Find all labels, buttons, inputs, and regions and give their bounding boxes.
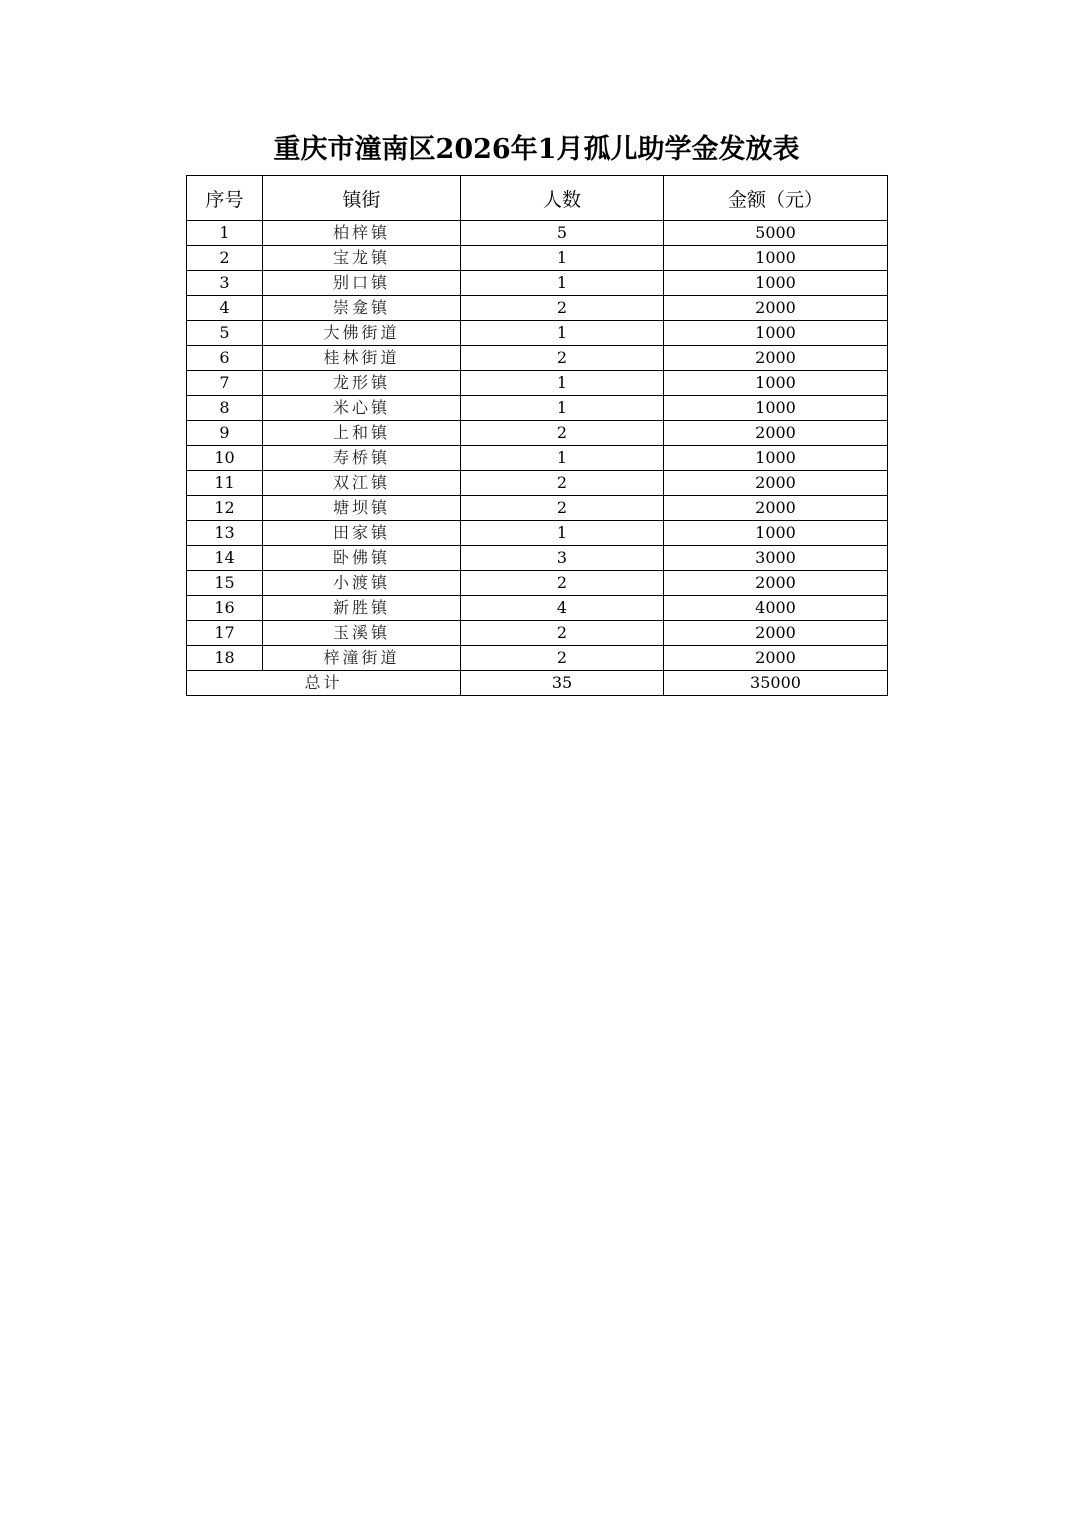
table-row: [187, 246, 888, 271]
cell-amount: 1000: [664, 396, 888, 421]
cell-people-count: 2: [461, 421, 664, 446]
table-row: [187, 421, 888, 446]
total-label: 总计: [187, 671, 461, 696]
cell-town: 米心镇: [263, 396, 461, 421]
cell-amount: 2000: [664, 346, 888, 371]
cell-town: 玉溪镇: [263, 621, 461, 646]
cell-people-count: 5: [461, 221, 664, 246]
cell-people-count: 2: [461, 346, 664, 371]
cell-town: 梓潼街道: [263, 646, 461, 671]
cell-serial-number: 3: [187, 271, 263, 296]
table-row: [187, 521, 888, 546]
cell-town: 大佛街道: [263, 321, 461, 346]
cell-amount: 1000: [664, 246, 888, 271]
cell-town: 上和镇: [263, 421, 461, 446]
table-row: [187, 371, 888, 396]
cell-amount: 1000: [664, 446, 888, 471]
table-row: [187, 296, 888, 321]
header-people-count: 人数: [461, 176, 664, 221]
total-people-count: 35: [461, 671, 664, 696]
cell-amount: 5000: [664, 221, 888, 246]
table-row: [187, 496, 888, 521]
cell-amount: 1000: [664, 371, 888, 396]
cell-people-count: 2: [461, 496, 664, 521]
cell-town: 别口镇: [263, 271, 461, 296]
cell-town: 宝龙镇: [263, 246, 461, 271]
cell-amount: 1000: [664, 321, 888, 346]
header-serial-number: 序号: [187, 176, 263, 221]
cell-town: 新胜镇: [263, 596, 461, 621]
cell-serial-number: 7: [187, 371, 263, 396]
cell-people-count: 4: [461, 596, 664, 621]
header-amount: 金额（元）: [664, 176, 888, 221]
total-amount: 35000: [664, 671, 888, 696]
cell-serial-number: 14: [187, 546, 263, 571]
cell-serial-number: 9: [187, 421, 263, 446]
table-body: [187, 221, 888, 696]
table-row: [187, 321, 888, 346]
cell-serial-number: 16: [187, 596, 263, 621]
table-total-row: [187, 671, 888, 696]
cell-town: 小渡镇: [263, 571, 461, 596]
cell-amount: 2000: [664, 471, 888, 496]
table-header-row: [187, 176, 888, 221]
cell-serial-number: 12: [187, 496, 263, 521]
cell-serial-number: 4: [187, 296, 263, 321]
cell-amount: 1000: [664, 521, 888, 546]
table-row: [187, 646, 888, 671]
table-row: [187, 396, 888, 421]
cell-town: 柏梓镇: [263, 221, 461, 246]
cell-serial-number: 17: [187, 621, 263, 646]
cell-amount: 3000: [664, 546, 888, 571]
cell-serial-number: 11: [187, 471, 263, 496]
cell-town: 桂林街道: [263, 346, 461, 371]
cell-amount: 2000: [664, 496, 888, 521]
cell-town: 田家镇: [263, 521, 461, 546]
cell-amount: 2000: [664, 646, 888, 671]
cell-people-count: 1: [461, 321, 664, 346]
table-row: [187, 546, 888, 571]
cell-amount: 2000: [664, 296, 888, 321]
cell-town: 塘坝镇: [263, 496, 461, 521]
cell-amount: 2000: [664, 421, 888, 446]
table-row: [187, 221, 888, 246]
cell-serial-number: 10: [187, 446, 263, 471]
document-title: 重庆市潼南区2026年1月孤儿助学金发放表: [273, 134, 800, 165]
cell-people-count: 2: [461, 646, 664, 671]
cell-serial-number: 6: [187, 346, 263, 371]
cell-people-count: 2: [461, 621, 664, 646]
cell-people-count: 1: [461, 446, 664, 471]
cell-amount: 2000: [664, 621, 888, 646]
table-row: [187, 571, 888, 596]
cell-people-count: 2: [461, 471, 664, 496]
cell-amount: 1000: [664, 271, 888, 296]
table-row: [187, 271, 888, 296]
cell-town: 双江镇: [263, 471, 461, 496]
cell-people-count: 2: [461, 296, 664, 321]
cell-serial-number: 13: [187, 521, 263, 546]
disbursement-table: [186, 175, 888, 696]
cell-town: 崇龛镇: [263, 296, 461, 321]
cell-people-count: 1: [461, 246, 664, 271]
cell-people-count: 3: [461, 546, 664, 571]
table-row: [187, 621, 888, 646]
cell-people-count: 1: [461, 271, 664, 296]
cell-people-count: 2: [461, 571, 664, 596]
table-row: [187, 471, 888, 496]
cell-serial-number: 15: [187, 571, 263, 596]
header-town: 镇街: [263, 176, 461, 221]
cell-people-count: 1: [461, 521, 664, 546]
cell-people-count: 1: [461, 371, 664, 396]
cell-serial-number: 5: [187, 321, 263, 346]
cell-town: 卧佛镇: [263, 546, 461, 571]
table-row: [187, 446, 888, 471]
cell-town: 寿桥镇: [263, 446, 461, 471]
table-row: [187, 346, 888, 371]
cell-town: 龙形镇: [263, 371, 461, 396]
cell-amount: 2000: [664, 571, 888, 596]
cell-serial-number: 1: [187, 221, 263, 246]
table-row: [187, 596, 888, 621]
cell-serial-number: 2: [187, 246, 263, 271]
cell-serial-number: 8: [187, 396, 263, 421]
cell-serial-number: 18: [187, 646, 263, 671]
cell-amount: 4000: [664, 596, 888, 621]
cell-people-count: 1: [461, 396, 664, 421]
